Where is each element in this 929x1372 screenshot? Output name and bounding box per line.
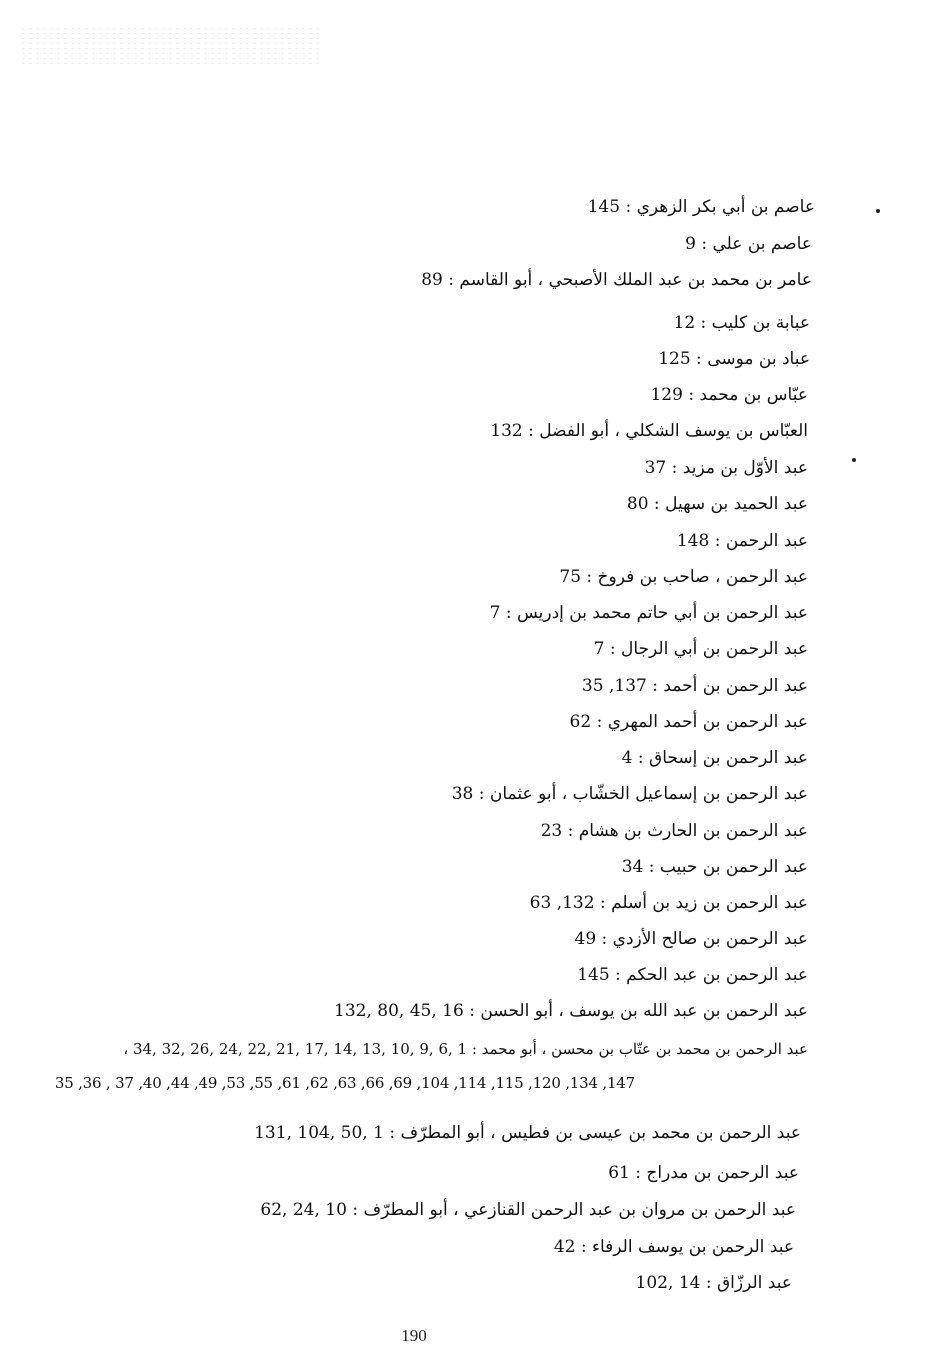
index-entry: عبد الرحمن بن إسماعيل الخشّاب ، أبو عثمان : 38 bbox=[451, 784, 808, 804]
page-number: 190 bbox=[401, 1326, 427, 1345]
index-entry: عبد الرحمن بن محمد بن عتّاب بن محسن ، أبو محمد : 1 ,6 ,9 ,10 ,13 ,14 ,17 ,21 ,22 ,24 ,26 ,32 ,34 ، bbox=[123, 1040, 808, 1058]
index-entry: عبد الرحمن بن حبيب : 34 bbox=[621, 857, 808, 877]
index-entry: عبد الأوّل بن مزيد : 37 bbox=[644, 458, 808, 478]
index-entry: عبد الرحمن بن زيد بن أسلم : 132, 63 bbox=[529, 893, 808, 913]
index-entry: عبّاس بن محمد : 129 bbox=[650, 385, 808, 405]
margin-mark bbox=[852, 458, 856, 462]
index-entry: عبد الرحمن بن أبي الرجال : 7 bbox=[593, 639, 808, 659]
index-entry: عبد الرحمن بن إسحاق : 4 bbox=[621, 748, 808, 768]
index-entry: عبد الرحمن بن عبد الحكم : 145 bbox=[577, 965, 808, 985]
index-entry: عبد الرحمن بن يوسف الرفاء : 42 bbox=[553, 1237, 794, 1257]
index-entry: عبد الرحمن بن الحارث بن هشام : 23 bbox=[540, 821, 808, 841]
margin-mark bbox=[876, 209, 880, 213]
index-entry: عبد الرحمن بن أبي حاتم محمد بن إدريس : 7 bbox=[489, 603, 808, 623]
index-entry: عبد الحميد بن سهيل : 80 bbox=[626, 494, 808, 514]
index-entry: عبد الرزّاق : 14 ,102 bbox=[635, 1273, 792, 1293]
index-entry-continuation: 35 ,36 , 37 ,40 ,44 ,49 ,53 ,55 ,61 ,62 ,63 ,66 ,69 ,104 ,114 ,115 ,120 ,134 ,147 bbox=[54, 1074, 635, 1092]
index-entry: عامر بن محمد بن عبد الملك الأصبحي ، أبو القاسم : 89 bbox=[421, 270, 812, 290]
scan-artifact bbox=[20, 26, 320, 66]
index-entry: العبّاس بن يوسف الشكلي ، أبو الفضل : 132 bbox=[490, 421, 808, 441]
index-entry: عبد الرحمن بن أحمد المهري : 62 bbox=[569, 712, 808, 732]
index-entry: عباد بن موسى : 125 bbox=[658, 349, 810, 369]
index-entry: عبد الرحمن بن أحمد : 137, 35 bbox=[581, 676, 808, 696]
index-entry: عبابة بن كليب : 12 bbox=[673, 313, 810, 333]
index-entry: عاصم بن أبي بكر الزهري : 145 bbox=[587, 197, 815, 217]
index-entry: عبد الرحمن : 148 bbox=[676, 531, 808, 551]
index-entry: عبد الرحمن بن مدراج : 61 bbox=[608, 1163, 799, 1183]
index-entry: عبد الرحمن ، صاحب بن فروخ : 75 bbox=[559, 567, 808, 587]
index-entry: عاصم بن علي : 9 bbox=[685, 234, 812, 254]
index-entry: عبد الرحمن بن محمد بن عيسى بن فطيس ، أبو المطرّف : 1 ,50 ,104 ,131 bbox=[254, 1123, 801, 1143]
index-entry: عبد الرحمن بن صالح الأزدي : 49 bbox=[574, 929, 808, 949]
index-entry: عبد الرحمن بن مروان بن عبد الرحمن القنازعي ، أبو المطرّف : 10 ,24 ,62 bbox=[260, 1200, 796, 1220]
index-entry: عبد الرحمن بن عبد الله بن يوسف ، أبو الحسن : 16 ,45 ,80 ,132 bbox=[334, 1001, 808, 1021]
